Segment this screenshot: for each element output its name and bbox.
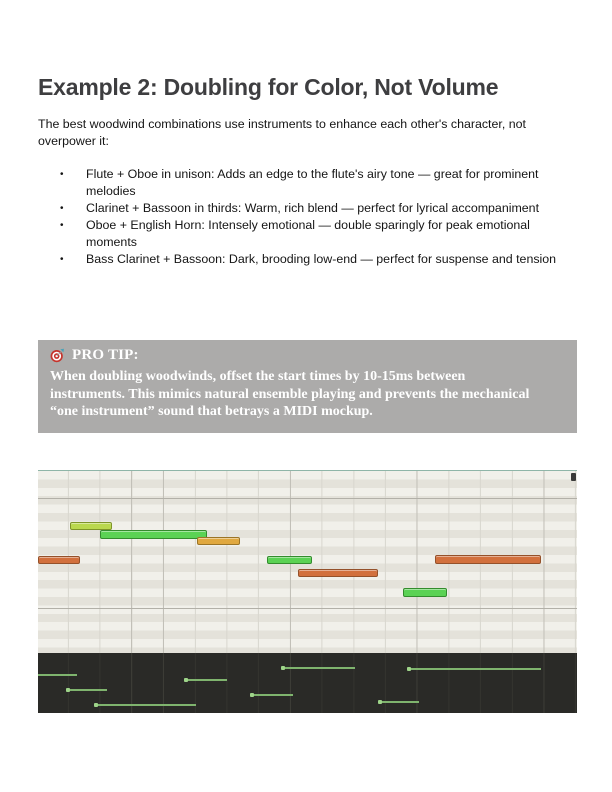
cc-line [185, 679, 227, 681]
midi-note [100, 530, 207, 539]
piano-roll-grid [38, 471, 577, 653]
pro-tip-label: PRO TIP: [72, 347, 139, 363]
piano-roll-cc-lane [38, 653, 577, 713]
piano-roll-screenshot [38, 470, 577, 713]
cc-line-start-dot [94, 703, 98, 707]
list-item [38, 166, 574, 200]
cc-line [251, 694, 293, 696]
midi-note [298, 569, 378, 577]
cc-line [67, 689, 107, 691]
dart-target-icon [50, 348, 65, 363]
cc-line-start-dot [281, 666, 285, 670]
list-item-text: Bass Clarinet + Bassoon: Dark, brooding low-end — perfect for suspense and tension [86, 252, 557, 266]
cc-line [282, 667, 355, 669]
midi-note [435, 555, 541, 564]
pro-tip-text: When doubling woodwinds, offset the start times by 10-15ms between instruments. This mimics natural ensemble playing and prevents the mechanical “one instrument” sound that betrays a MIDI mockup. [50, 369, 530, 419]
cc-line-start-dot [378, 700, 382, 704]
list-item [38, 200, 574, 217]
midi-note [403, 588, 447, 597]
cc-line-start-dot [407, 667, 411, 671]
cc-line-start-dot [250, 693, 254, 697]
intro-paragraph: The best woodwind combinations use instruments to enhance each other's character, not overpower it: [38, 117, 526, 148]
cc-line-start-dot [66, 688, 70, 692]
midi-note [197, 537, 240, 545]
cc-line-start-dot [184, 678, 188, 682]
bullet-list [38, 166, 578, 268]
cc-line [379, 701, 419, 703]
list-item [38, 217, 574, 251]
list-item-text: Clarinet + Bassoon in thirds: Warm, rich blend — perfect for lyrical accompaniment [86, 201, 540, 215]
scrollbar-thumb [571, 473, 576, 481]
page-title: Example 2: Doubling for Color, Not Volume [38, 74, 499, 100]
pro-tip-callout [38, 340, 577, 433]
list-item [38, 251, 574, 268]
octave-line [38, 608, 577, 609]
midi-note [38, 556, 80, 564]
list-item-text: Flute + Oboe in unison: Adds an edge to the flute's airy tone — great for prominent melodies [86, 167, 539, 198]
pro-tip-header [50, 346, 565, 365]
octave-line [38, 498, 577, 499]
list-item-text: Oboe + English Horn: Intensely emotional — double sparingly for peak emotional moments [86, 218, 530, 249]
midi-note [267, 556, 312, 564]
cc-line [95, 704, 196, 706]
midi-note [70, 522, 112, 530]
cc-line [38, 674, 77, 676]
cc-line [408, 668, 541, 670]
